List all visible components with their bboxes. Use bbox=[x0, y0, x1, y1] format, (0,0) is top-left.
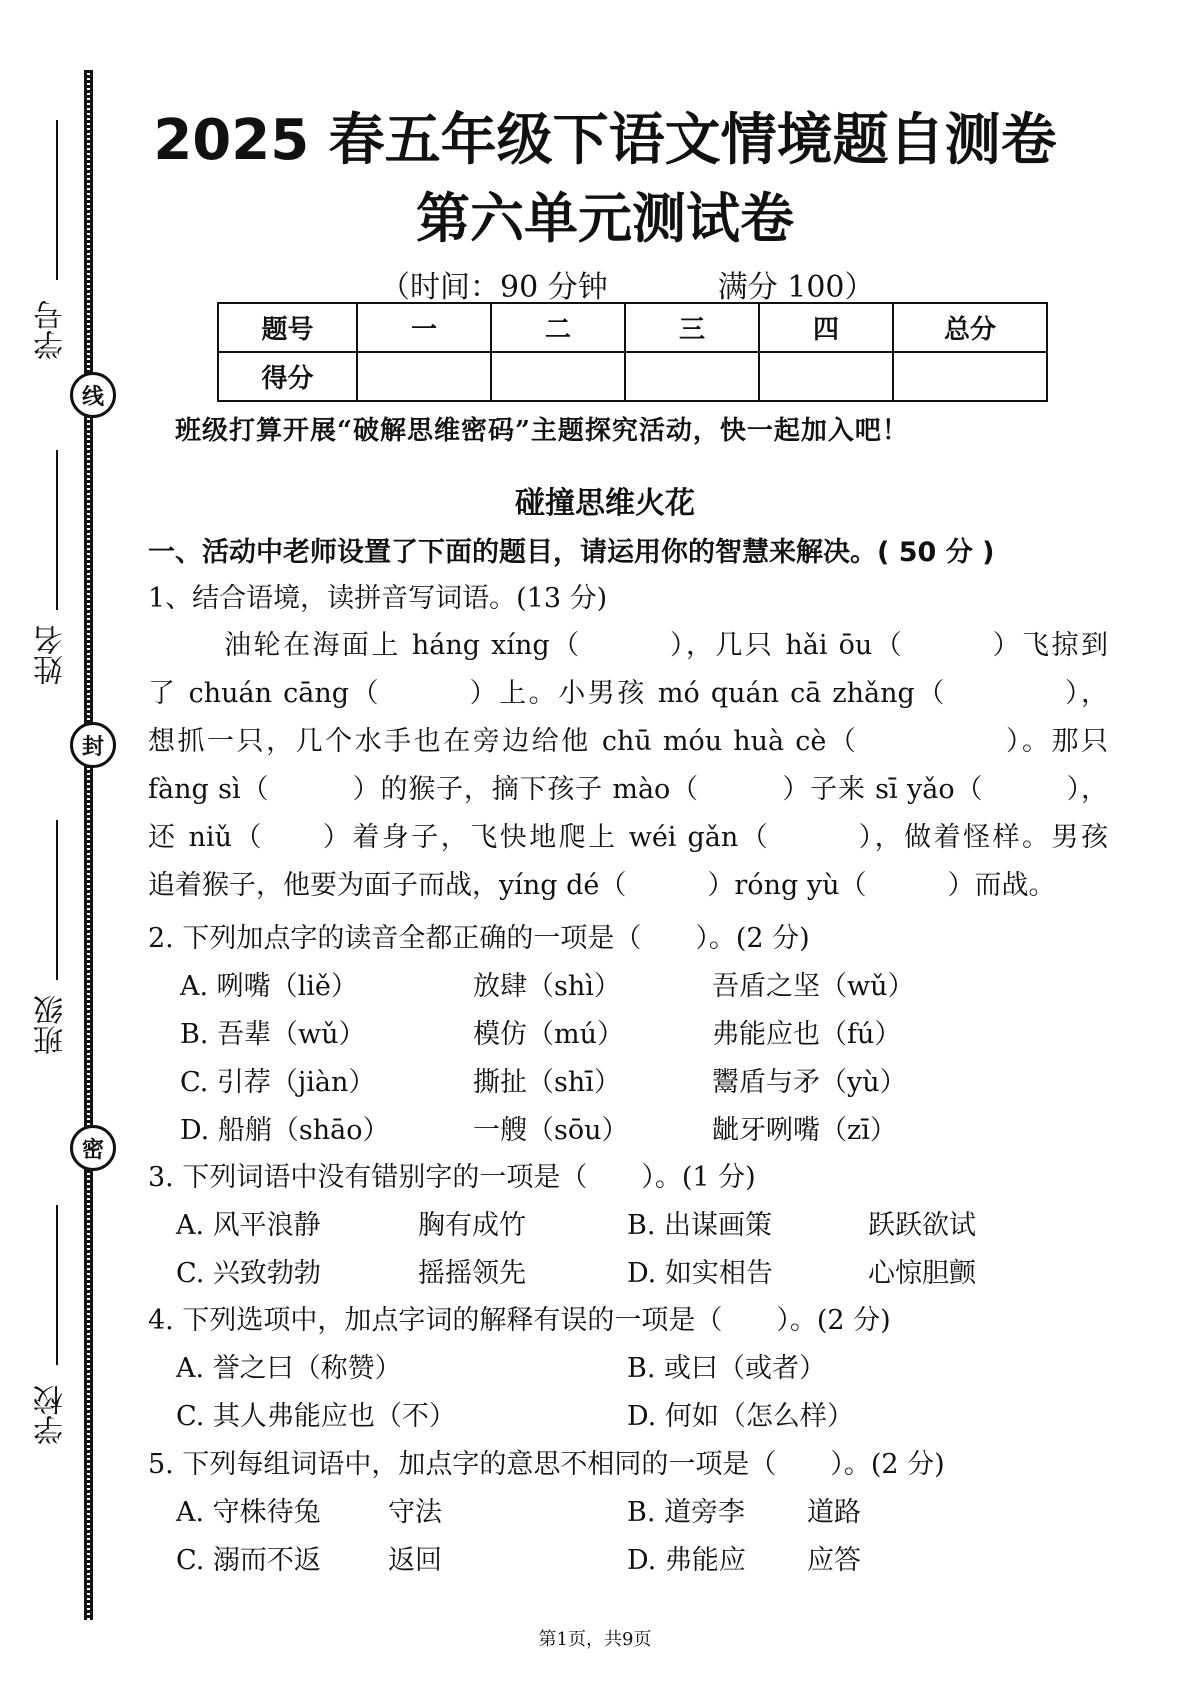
option: 道路 bbox=[807, 1497, 861, 1528]
class-blank bbox=[56, 820, 58, 980]
option: B. 道旁李 bbox=[627, 1497, 746, 1528]
score-cell: 三 bbox=[625, 303, 759, 352]
option: 弗能应也（fú） bbox=[712, 1019, 902, 1050]
option: 应答 bbox=[807, 1545, 861, 1576]
passage-line: fàng sì（ ）的猴子，摘下孩子 mào（ ）子来 sī yǎo（ ）， bbox=[148, 774, 1108, 805]
student-id-label: 学号 bbox=[34, 300, 69, 360]
question-4-title: 4. 下列选项中，加点字词的解释有误的一项是（ ）。(2 分) bbox=[148, 1305, 891, 1336]
option: A. 守株待兔 bbox=[176, 1497, 321, 1528]
full-score-info: 满分 100） bbox=[717, 270, 875, 305]
option: C. 兴致勃勃 bbox=[176, 1258, 321, 1289]
option: C. 引荐（jiàn） bbox=[180, 1067, 376, 1098]
score-cell: 得分 bbox=[218, 352, 357, 401]
passage-line: 追着猴子，他要为面子而战，yíng dé（ ）róng yù（ ）而战。 bbox=[148, 870, 1056, 901]
passage-line: 想抓一只，几个水手也在旁边给他 chū móu huà cè（ ）。那只 bbox=[148, 726, 1108, 757]
name-label: 姓名 bbox=[34, 625, 69, 685]
activity-intro: 班级打算开展“破解思维密码”主题探究活动，快一起加入吧！ bbox=[175, 416, 909, 446]
option: B. 或曰（或者） bbox=[627, 1353, 827, 1384]
score-cell: 一 bbox=[357, 303, 491, 352]
score-cell: 二 bbox=[491, 303, 625, 352]
option: 心惊胆颤 bbox=[868, 1258, 976, 1289]
option: A. 誉之曰（称赞） bbox=[176, 1353, 402, 1384]
option: 跃跃欲试 bbox=[868, 1210, 976, 1241]
score-cell: 题号 bbox=[218, 303, 357, 352]
option: A. 咧嘴（liě） bbox=[180, 971, 358, 1002]
option: A. 风平浪静 bbox=[176, 1210, 321, 1241]
score-input-cell[interactable] bbox=[357, 352, 491, 401]
school-blank bbox=[56, 1205, 58, 1365]
question-1-passage bbox=[148, 622, 1108, 910]
option: 撕扯（shī） bbox=[473, 1067, 621, 1098]
score-input-cell[interactable] bbox=[491, 352, 625, 401]
exam-subtitle: 第六单元测试卷 bbox=[416, 187, 794, 250]
option: 鬻盾与矛（yù） bbox=[712, 1067, 907, 1098]
passage-line: 了 chuán cāng（ ）上。小男孩 mó quán cā zhǎng（ ）， bbox=[148, 678, 1108, 709]
option: D. 弗能应 bbox=[627, 1545, 746, 1576]
option: 返回 bbox=[388, 1545, 442, 1576]
page-footer: 第1页，共9页 bbox=[538, 1629, 652, 1650]
option: D. 船艄（shāo） bbox=[180, 1115, 390, 1146]
question-3-title: 3. 下列词语中没有错别字的一项是（ ）。(1 分) bbox=[148, 1162, 756, 1193]
seal-feng: 封 bbox=[70, 722, 116, 768]
option: D. 何如（怎么样） bbox=[627, 1401, 854, 1432]
option: 模仿（mú） bbox=[473, 1019, 624, 1050]
passage-line: 还 niǔ（ ）着身子，飞快地爬上 wéi gǎn（ ），做着怪样。男孩 bbox=[148, 822, 1108, 853]
score-cell: 四 bbox=[759, 303, 893, 352]
option: 胸有成竹 bbox=[418, 1210, 526, 1241]
seal-xian: 线 bbox=[70, 372, 116, 418]
exam-meta bbox=[380, 262, 875, 306]
option: C. 溺而不返 bbox=[176, 1545, 321, 1576]
seal-mi: 密 bbox=[70, 1125, 116, 1171]
option: B. 吾辈（wǔ） bbox=[180, 1019, 366, 1050]
exam-title: 2025 春五年级下语文情境题自测卷 bbox=[153, 108, 1057, 173]
binding-line bbox=[84, 70, 93, 1620]
option: 吾盾之坚（wǔ） bbox=[712, 971, 915, 1002]
score-table bbox=[217, 302, 1048, 402]
score-table-score-row bbox=[218, 352, 1047, 401]
school-label: 学校 bbox=[34, 1385, 69, 1445]
passage-line: 油轮在海面上 háng xíng（ ），几只 hǎi ōu（ ）飞掠到 bbox=[224, 630, 1108, 661]
score-cell: 总分 bbox=[893, 303, 1047, 352]
score-input-cell[interactable] bbox=[893, 352, 1047, 401]
question-5-title: 5. 下列每组词语中，加点字的意思不相同的一项是（ ）。(2 分) bbox=[148, 1449, 945, 1480]
section-title: 碰撞思维火花 bbox=[515, 486, 695, 521]
option: C. 其人弗能应也（不） bbox=[176, 1401, 456, 1432]
score-table-header-row bbox=[218, 303, 1047, 352]
part-one-heading: 一、活动中老师设置了下面的题目，请运用你的智慧来解决。( 50 分 ) bbox=[148, 537, 995, 568]
option: B. 出谋画策 bbox=[627, 1210, 773, 1241]
score-input-cell[interactable] bbox=[759, 352, 893, 401]
option: 放肆（shì） bbox=[473, 971, 621, 1002]
question-1-title: 1、结合语境，读拼音写词语。(13 分) bbox=[148, 583, 608, 614]
student-id-blank bbox=[56, 120, 58, 280]
question-2-title: 2. 下列加点字的读音全都正确的一项是（ ）。(2 分) bbox=[148, 923, 810, 954]
option: 龇牙咧嘴（zī） bbox=[712, 1115, 897, 1146]
score-input-cell[interactable] bbox=[625, 352, 759, 401]
time-info: （时间：90 分钟 bbox=[380, 270, 608, 305]
option: 摇摇领先 bbox=[418, 1258, 526, 1289]
option: 守法 bbox=[388, 1497, 442, 1528]
option: 一艘（sōu） bbox=[473, 1115, 629, 1146]
class-label: 班级 bbox=[34, 995, 69, 1055]
option: D. 如实相告 bbox=[627, 1258, 773, 1289]
name-blank bbox=[56, 450, 58, 610]
